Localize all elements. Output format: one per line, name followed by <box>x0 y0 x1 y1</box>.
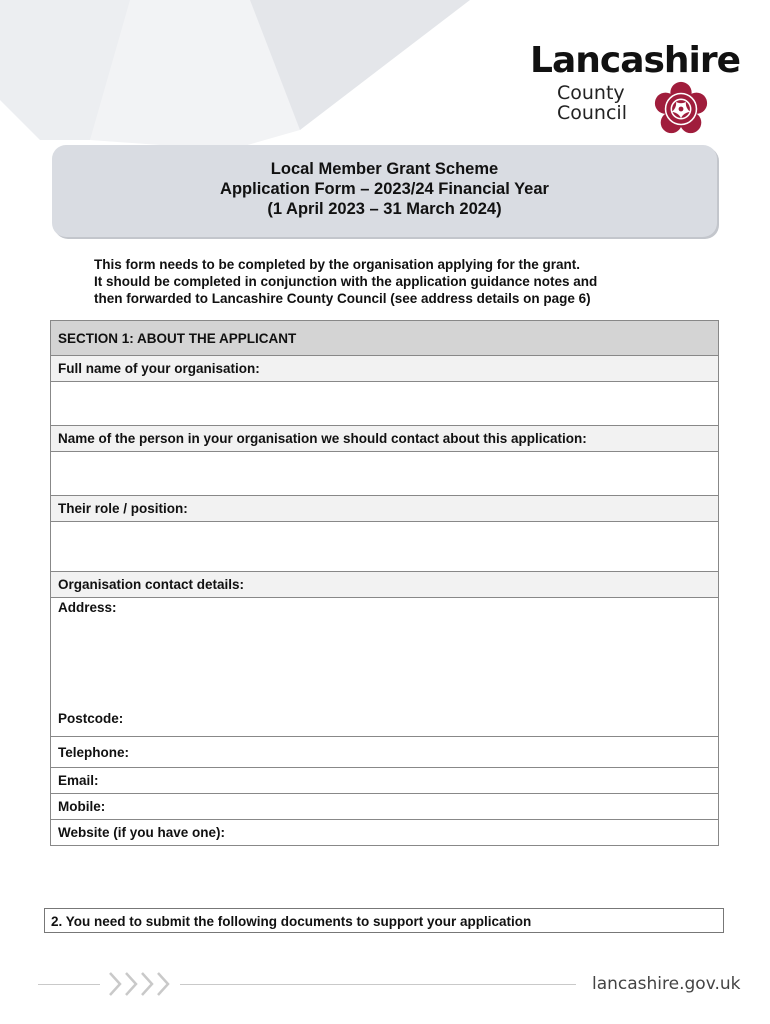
chevrons-icon <box>108 970 174 998</box>
website-field[interactable] <box>51 820 719 846</box>
contact-person-field[interactable] <box>51 452 719 496</box>
intro-line: then forwarded to Lancashire County Council (see address details on page 6) <box>94 291 591 306</box>
background-shape <box>0 0 470 150</box>
role-field[interactable] <box>51 522 719 572</box>
mobile-label: Mobile: <box>58 799 106 814</box>
lancashire-logo <box>530 40 740 140</box>
logo-subtitle-council: Council <box>557 102 627 124</box>
telephone-label: Telephone: <box>58 744 130 760</box>
address-field[interactable] <box>51 598 719 737</box>
intro-line: It should be completed in conjunction with the application guidance notes and <box>94 274 598 289</box>
postcode-label: Postcode: <box>58 711 124 726</box>
org-name-field[interactable] <box>51 382 719 426</box>
intro-text <box>94 256 714 307</box>
section1-heading: SECTION 1: ABOUT THE APPLICANT <box>51 321 719 356</box>
section2-heading: 2. You need to submit the following documents to support your application <box>44 908 724 933</box>
contact-details-label: Organisation contact details: <box>51 572 719 598</box>
address-label: Address: <box>58 600 117 615</box>
red-rose-icon <box>652 80 710 138</box>
mobile-field[interactable] <box>51 794 719 820</box>
footer-divider-left <box>38 984 100 985</box>
email-field[interactable] <box>51 768 719 794</box>
form-title-banner <box>52 145 717 237</box>
website-label: Website (if you have one): <box>58 825 226 840</box>
title-date-range: (1 April 2023 – 31 March 2024) <box>267 200 502 218</box>
footer-divider-right <box>180 984 576 985</box>
footer-website-link[interactable]: lancashire.gov.uk <box>592 974 741 994</box>
logo-subtitle-county: County <box>557 82 625 104</box>
intro-line: This form needs to be completed by the organisation applying for the grant. <box>94 257 581 272</box>
title-application-form: Application Form – 2023/24 Financial Year <box>220 180 549 198</box>
telephone-field[interactable] <box>51 737 719 768</box>
org-name-label: Full name of your organisation: <box>51 356 719 382</box>
contact-person-label: Name of the person in your organisation we should contact about this application: <box>51 426 719 452</box>
logo-wordmark: Lancashire <box>530 40 741 81</box>
title-scheme: Local Member Grant Scheme <box>270 160 499 178</box>
role-label: Their role / position: <box>51 496 719 522</box>
section1-form-table <box>50 320 719 846</box>
email-label: Email: <box>58 773 99 788</box>
